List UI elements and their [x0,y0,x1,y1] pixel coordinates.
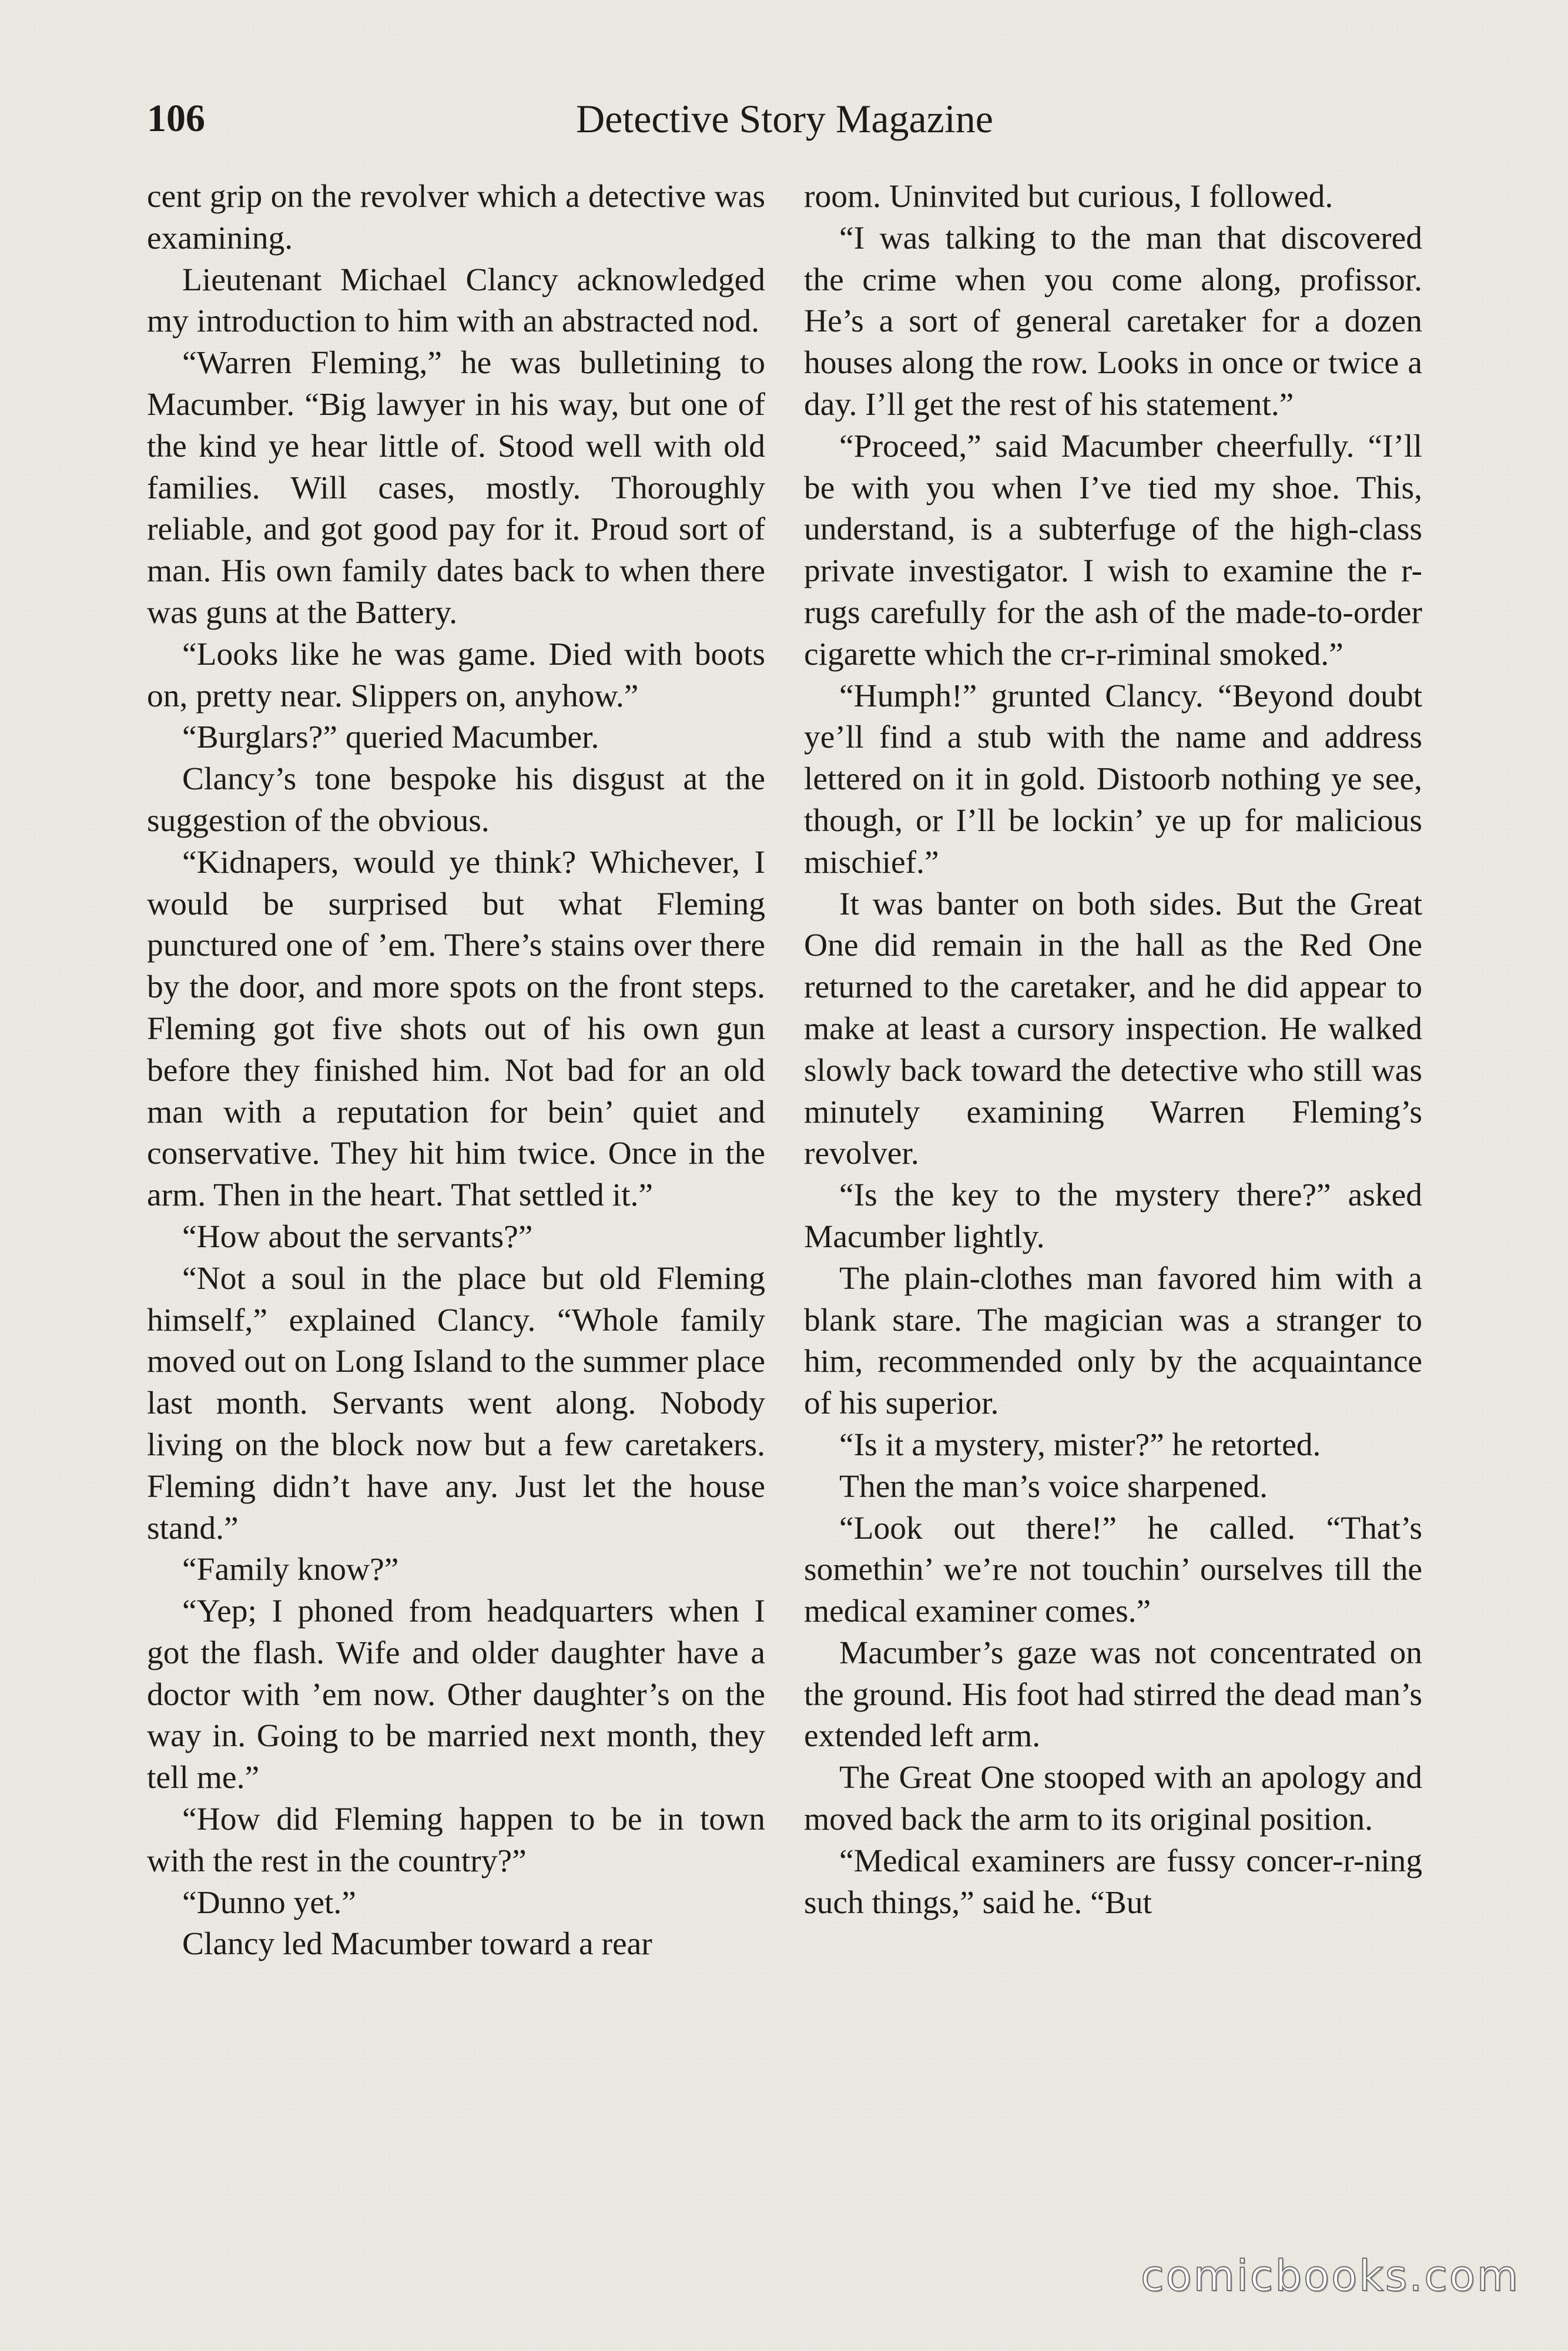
paragraph: “I was talking to the man that discovered the crime when you come along, profissor. He’s a sort of general caretaker for a dozen houses along the row. Looks in once or twice a day. I’ll get the rest of his statement.” [804,220,1422,423]
paragraph: “Is the key to the mystery there?” asked Macumber lightly. [804,1177,1422,1255]
paragraph: “How about the servants?” [182,1218,533,1255]
paragraph: room. Uninvited but curious, I followed. [804,179,1334,215]
paragraph: Lieutenant Michael Clancy acknowledged my introduction to him with an abstracted nod. [147,262,765,340]
page-number: 106 [147,97,205,140]
paragraph: It was banter on both sides. But the Great One did remain in the hall as the Red One returned to the caretaker, and he did appear to make at least a cursory inspection. He walked slowly back toward the detective who still was minutely examining Warren Fleming’s revolver. [804,886,1422,1172]
right-column [804,176,1422,1924]
page-header [147,95,1422,142]
paragraph: “Is it a mystery, mister?” he retorted. [839,1426,1321,1463]
paragraph: “Dunno yet.” [182,1884,356,1921]
paragraph: “How did Fleming happen to be in town with the rest in the country?” [147,1801,765,1879]
paragraph: The plain-clothes man favored him with a blank stare. The magician was a stranger to him, recommended only by the acquaintance of his superior. [804,1260,1422,1422]
paragraph: “Kidnapers, would ye think? Whichever, I would be surprised but what Fleming punctured one of ’em. There’s stains over there by the door, and more spots on the front steps. Fleming got five shots out of his own gun before they finished him. Not bad for an old man with a reputation for bein’ quiet and conservative. They hit him twice. Once in the arm. Then in the heart. That settled it.” [147,844,765,1214]
paragraph: “Medical examiners are fussy concer-r-ning such things,” said he. “But [804,1843,1422,1921]
paragraph: “Warren Fleming,” he was bulletining to Macumber. “Big lawyer in his way, but one of the kind ye hear little of. Stood well with old families. Will cases, mostly. Thoroughly reliable, and got good pay for it. Proud sort of man. His own family dates back to when there was guns at the Battery. [147,345,765,631]
paragraph: cent grip on the revolver which a detective was examining. [147,179,765,256]
paragraph: Macumber’s gaze was not concentrated on the ground. His foot had stirred the dead man’s extended left arm. [804,1635,1422,1754]
paragraph: “Look out there!” he called. “That’s somethin’ we’re not touchin’ ourselves till the medical examiner comes.” [804,1510,1422,1630]
paragraph: “Humph!” grunted Clancy. “Beyond doubt ye’ll find a stub with the name and address lettered on it in gold. Distoorb nothing ye see, though, or I’ll be lockin’ ye up for malicious mischief.” [804,678,1422,880]
paragraph: Clancy’s tone bespoke his disgust at the suggestion of the obvious. [147,761,765,839]
left-column [147,176,765,1965]
paragraph: “Burglars?” queried Macumber. [182,719,599,756]
watermark: comicbooks.com [1140,2251,1520,2300]
paragraph: Clancy led Macumber toward a rear [182,1926,652,1962]
paragraph: “Yep; I phoned from headquarters when I got the flash. Wife and older daughter have a doctor with ’em now. Other daughter’s on the way in. Going to be married next month, they tell me.” [147,1593,765,1796]
magazine-title: Detective Story Magazine [576,96,993,141]
paragraph: “Family know?” [182,1552,399,1588]
paragraph: “Proceed,” said Macumber cheerfully. “I’ll be with you when I’ve tied my shoe. This, understand, is a subterfuge of the high-class private investigator. I wish to examine the r-rugs carefully for the ash of the made-to-order cigarette which the cr-r-riminal smoked.” [804,428,1422,672]
paragraph: “Looks like he was game. Died with boots on, pretty near. Slippers on, anyhow.” [147,636,765,714]
paragraph: The Great One stooped with an apology and moved back the arm to its original position. [804,1760,1422,1838]
paragraph: “Not a soul in the place but old Fleming himself,” explained Clancy. “Whole family moved out on Long Island to the summer place last month. Servants went along. Nobody living on the block now but a few caretakers. Fleming didn’t have any. Just let the house stand.” [147,1260,765,1546]
paragraph: Then the man’s voice sharpened. [839,1468,1268,1505]
